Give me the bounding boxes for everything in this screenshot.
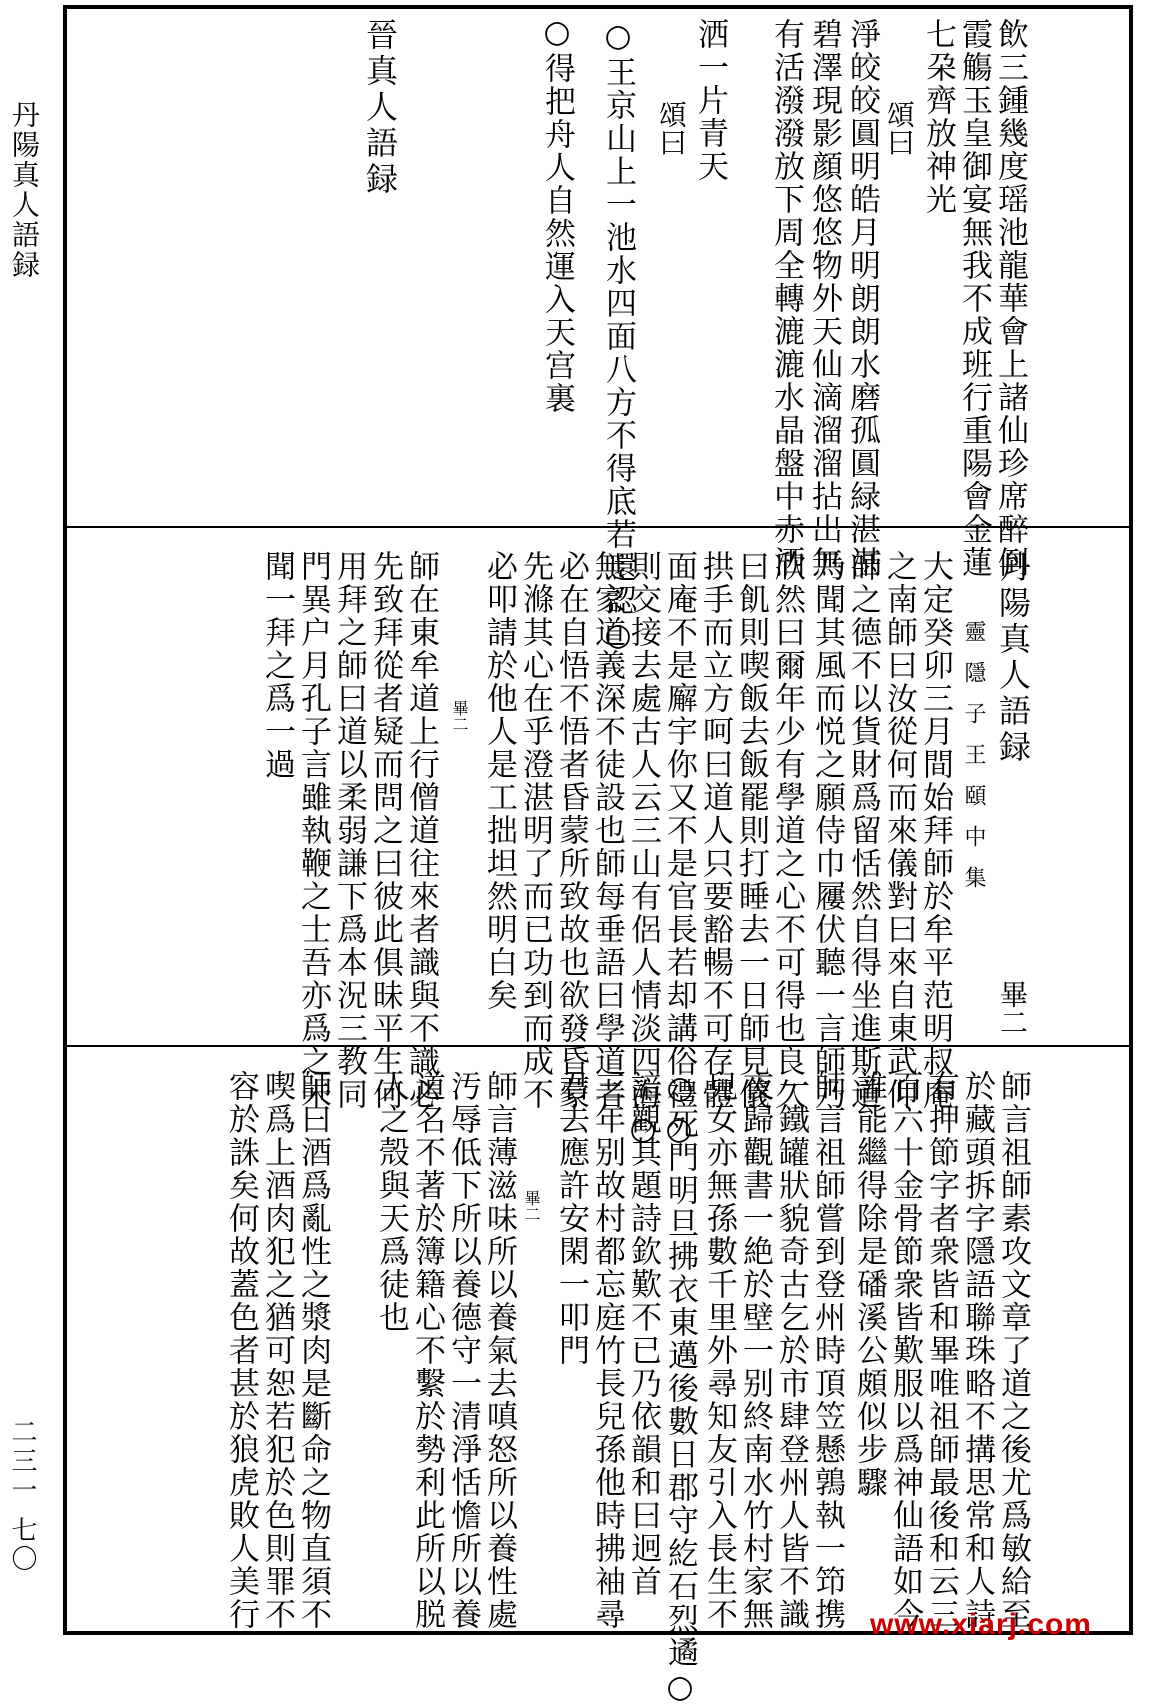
text-column: 三年别故村都忘庭竹長兒孫他時拂袖尋 [589,1070,625,1631]
text-column: 師之德不以貨財爲留恬然自得坐進斯道 [845,550,881,1111]
text-column: 之南師曰汝從何而來儀對曰來自東武仰 [881,550,917,1111]
text-column: 師言祖師素攻文章了道之後尤爲敏給至 [995,1070,1031,1631]
text-column: 夜歸觀書一絶於壁一别終南水竹村家無 [737,1070,773,1631]
text-column: 君去應許安閑一叩門 [553,1070,589,1367]
heading-column: 頌曰 [883,100,916,156]
next-title-column: 晉真人語録 [361,18,399,198]
folio-mark: 畢二 [996,980,1029,1036]
text-column: 道名不著於簿籍心不繫於勢利此所以脱 [409,1070,445,1631]
text-column: 飲三鍾幾度瑶池龍華會上諸仙珍席醉倒 [992,18,1028,579]
text-column: 曰飢則喫飯去飯罷則打睡去一日師見儀 [733,550,769,1111]
text-column: 洒一片青天 [692,18,728,183]
site-watermark: www.xiarj.com [870,1608,1092,1641]
text-column: 欣然曰爾年少有學道之心不可得也良久 [769,550,805,1111]
text-column: 霞觴玉皇御宴無我不成班行重陽會金蓮 [956,18,992,579]
text-column: ○王京山上一池水四面八方不得底若還認○ [600,18,636,655]
small-mark: 畢二 [450,700,469,732]
text-column: 淨皎皎圓明皓月明朗朗水磨孤圓緑湛湛 [844,18,880,579]
compiler-line: 靈 隱 子 王 頤 中 集 [961,620,986,894]
text-column: 先滌其心在乎澄湛明了而已功到而成不 [517,550,553,1111]
text-column: 面庵不是廨宇你又不是官長若却講俗禮○ [661,550,697,1149]
text-column: 則交接去處古人云三山有侶人情淡四海○ [625,550,661,1149]
text-column: 大定癸卯三月間始拜師於牟平范明叔庵 [917,550,953,1111]
text-column: 於藏頭拆字隱語聯珠略不搆思常和人詩 [959,1070,995,1631]
text-column: 兒女亦無孫數千里外尋知友引入長生不 [701,1070,737,1631]
text-column: 一鐵罐狀貌奇古乞於市肆登州人皆不識 [773,1070,809,1631]
text-column: 汚辱低下所以養德守一清淨恬憺所以養 [445,1070,481,1631]
text-column: 百六十金骨節衆皆歎服以爲神仙語如今 [887,1070,923,1631]
text-column: 師在東牟道上行僧道往來者識與不識必 [403,550,439,1111]
text-column: 碧澤現影顔悠悠物外天仙滴溜溜拈出無 [806,18,842,579]
text-column: ○死門明旦拂衣東邁後數日郡守紇石烈遹○ [662,1070,698,1707]
text-column: 拱手而立方呵曰道人只要豁暢不可存體 [697,550,733,1111]
text-column: 乃聞其風而悦之願侍巾屨伏聽一言師乃 [809,550,845,1111]
text-column: 聞一拜之爲一過 [259,550,295,781]
text-column: 師言薄滋味所以養氣去嗔怒所以養性處 [481,1070,517,1631]
text-column: 有押節字者衆皆和畢唯祖師最後和云三 [923,1070,959,1631]
text-column: 門異户月孔子言雖執鞭之士吾亦爲之未 [295,550,331,1111]
text-column: 必叩請於他人是工拙坦然明白矣 [481,550,517,1012]
small-mark: 畢二 [522,1190,541,1222]
text-column: 容於誅矣何故蓋色者甚於狼虎敗人美行 [223,1070,259,1631]
text-column: 誰能繼得除是磻溪公頗似步驟 [851,1070,887,1499]
text-column: ○得把舟人自然運入天宫裏 [539,14,575,415]
text-column: 喫爲上酒肉犯之猶可恕若犯於色則罪不 [259,1070,295,1631]
text-column: 人之殼與天爲徒也 [373,1070,409,1334]
margin-book-title: 丹陽真人語録 [8,100,41,280]
margin-page-number: 二三一 七〇 [7,1418,37,1575]
text-column: 先致拜從者疑而問之曰彼此俱昧平生何 [367,550,403,1111]
heading-column: 頌曰 [655,100,688,156]
text-column: 用拜之師曰道以柔弱謙下爲本況三教同 [331,550,367,1111]
text-column: 必在自悟不悟者昏蒙所致故也欲發昏蒙 [553,550,589,1111]
text-column: 師言祖師嘗到登州時頂笠懸鶉執一笻携 [809,1070,845,1631]
text-column: 無家道義深不徒設也師每垂語曰學道者 [589,550,625,1111]
text-column: 有活潑潑放下周全轉漉漉水晶盤中赤洒 [768,18,804,579]
text-column: 諳觀其題詩欽歎不已乃依韻和曰迥首 [625,1070,661,1598]
chapter-title: 丹陽真人語録 [994,550,1032,766]
text-column: 七朶齊放神光 [920,18,956,216]
text-column: 師曰酒爲亂性之漿肉是斷命之物直須不 [295,1070,331,1631]
